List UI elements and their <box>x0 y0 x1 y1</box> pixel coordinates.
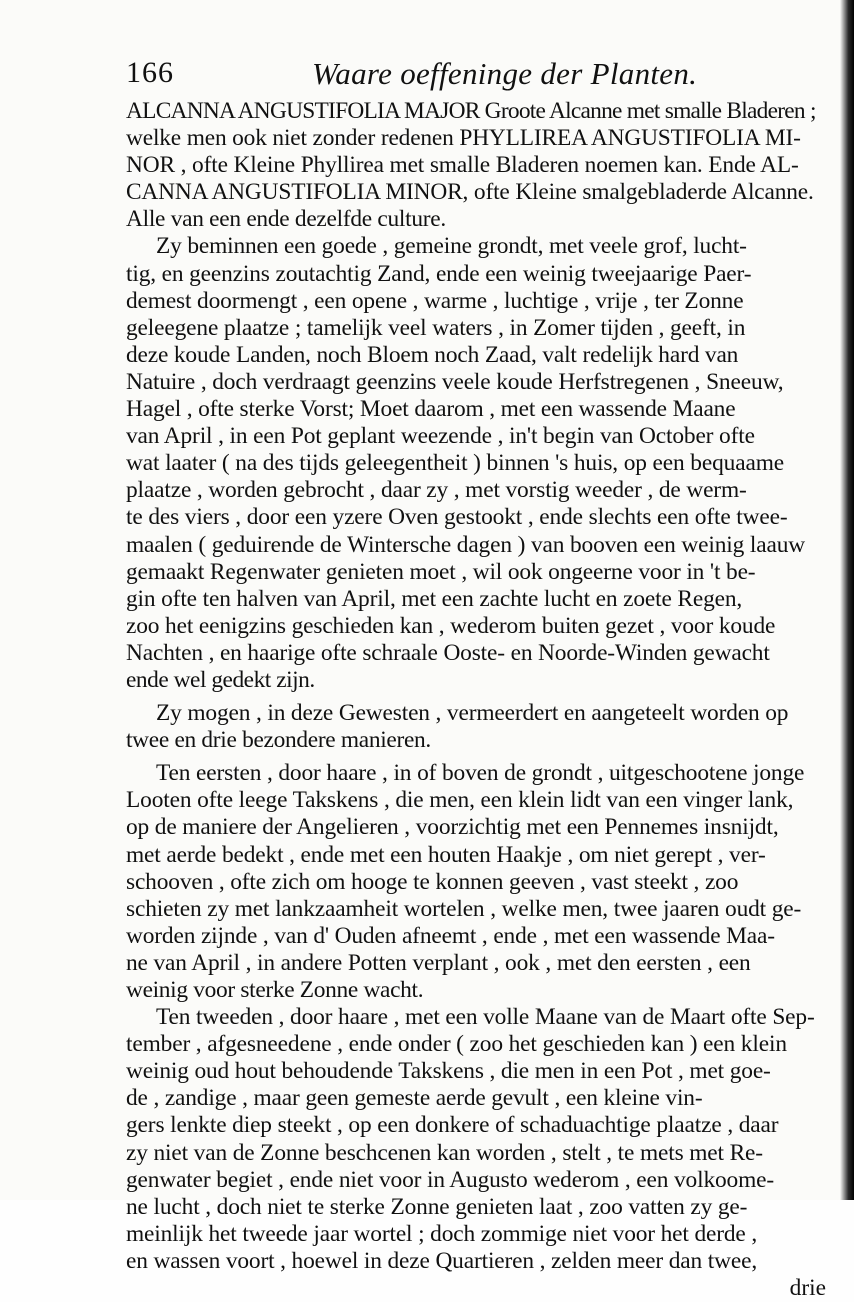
text-line: genwater begiet , ende niet voor in Augusto wederom , een volkoome- <box>126 1166 774 1193</box>
text-line: demest doormengt , een opene , warme , luchtige , vrije , ter Zonne <box>126 287 744 314</box>
text-line: Natuire , doch verdraagt geenzins veele koude Herfstregenen , Sneeuw, <box>126 368 784 395</box>
text-line: Zy mogen , in deze Gewesten , vermeerdert en aangeteelt worden op <box>156 700 789 727</box>
text-line: schooven , ofte zich om hooge te konnen geeven , vast steekt , zoo <box>126 868 739 895</box>
text-line: te des viers , door een yzere Oven gestookt , ende slechts een ofte twee- <box>126 504 788 531</box>
text-line: NOR , ofte Kleine Phyllirea met smalle Bladeren noemen kan. Ende AL- <box>126 152 799 179</box>
text-line: Looten ofte leege Takskens , die men, een klein lidt van een vinger lank, <box>126 787 794 814</box>
text-line: Ten eersten , door haare , in of boven de grondt , uitgeschootene jonge <box>156 760 805 787</box>
text-line: tember , afgesneedene , ende onder ( zoo het geschieden kan ) een klein <box>126 1031 787 1058</box>
text-line: op de maniere der Angelieren , voorzichtig met een Pennemes insnijdt, <box>126 814 779 841</box>
text-line: Nachten , en haarige ofte schraale Ooste- en Noorde-Winden gewacht <box>126 639 770 666</box>
text-line: ne van April , in andere Potten verplant , ook , met den eersten , een <box>126 949 751 976</box>
text-line: wat laater ( na des tijds geleegentheit ) binnen 's huis, op een bequaame <box>126 450 785 477</box>
text-line: en wassen voort , hoewel in deze Quartieren , zelden meer dan twee, <box>126 1247 758 1274</box>
text-line: Zy beminnen een goede , gemeine grondt, met veele grof, lucht- <box>156 233 747 260</box>
text-line: schieten zy met lankzaamheit wortelen , welke men, twee jaaren oudt ge- <box>126 895 802 922</box>
text-line: ende wel gedekt zijn. <box>126 666 315 693</box>
text-line: CANNA ANGUSTIFOLIA MINOR, ofte Kleine smalgebladerde Alcanne. <box>126 179 814 206</box>
text-line: weinig oud hout behoudende Takskens , die men in een Pot , met goe- <box>126 1058 771 1085</box>
text-line: Alle van een ende dezelfde culture. <box>126 206 446 233</box>
text-line: van April , in een Pot geplant weezende , in't begin van October ofte <box>126 423 755 450</box>
text-line: de , zandige , maar geen gemeste aerde gevult , een kleine vin- <box>126 1085 703 1112</box>
text-line: geleegene plaatze ; tamelijk veel waters , in Zomer tijden , geeft, in <box>126 314 746 341</box>
text-line: welke men ook niet zonder redenen PHYLLIREA ANGUSTIFOLIA MI- <box>126 125 801 152</box>
text-line: gemaakt Regenwater genieten moet , wil ook ongeerne voor in 't be- <box>126 558 756 585</box>
text-line: zoo het eenigzins geschieden kan , wederom buiten gezet , voor koude <box>126 612 776 639</box>
running-title: Waare oeffeninge der Planten. <box>312 56 698 91</box>
text-line: deze koude Landen, noch Bloem noch Zaad, valt redelijk hard van <box>126 341 739 368</box>
text-line: gin ofte ten halven van April, met een zachte lucht en zoete Regen, <box>126 585 743 612</box>
text-line: Hagel , ofte sterke Vorst; Moet daarom , met een wassende Maane <box>126 396 736 423</box>
text-line: meinlijk het tweede jaar wortel ; doch zommige niet voor het derde , <box>126 1220 758 1247</box>
text-line: twee en drie bezondere manieren. <box>126 727 431 754</box>
text-line: gers lenkte diep steekt , op een donkere of schaduachtige plaatze , daar <box>126 1112 779 1139</box>
page-header <box>126 52 826 96</box>
text-line: maalen ( geduirende de Wintersche dagen ) van booven een weinig laauw <box>126 531 806 558</box>
text-line: worden zijnde , van d' Ouden afneemt , ende , met een wassende Maa- <box>126 922 775 949</box>
text-line: ne lucht , doch niet te sterke Zonne genieten laat , zoo vatten zy ge- <box>126 1193 748 1220</box>
text-line: met aerde bedekt , ende met een houten Haakje , om niet gerept , ver- <box>126 841 766 868</box>
text-line: Ten tweeden , door haare , met een volle Maane van de Maart ofte Sep- <box>156 1004 815 1031</box>
body-text <box>126 98 826 1302</box>
text-line: tig, en geenzins zoutachtig Zand, ende een weinig tweejaarige Paer- <box>126 260 752 287</box>
page-edge-shadow <box>840 0 854 1200</box>
text-line: weinig voor sterke Zonne wacht. <box>126 977 424 1003</box>
text-line: zy niet van de Zonne beschcenen kan worden , stelt , te mets met Re- <box>126 1139 763 1166</box>
text-line: plaatze , worden gebrocht , daar zy , met vorstig weeder , de werm- <box>126 477 747 504</box>
text-line: ALCANNA ANGUSTIFOLIA MAJOR Groote Alcanne met smalle Bladeren ; <box>126 98 816 124</box>
catchword: drie <box>789 1275 826 1302</box>
page-number: 166 <box>126 56 174 89</box>
